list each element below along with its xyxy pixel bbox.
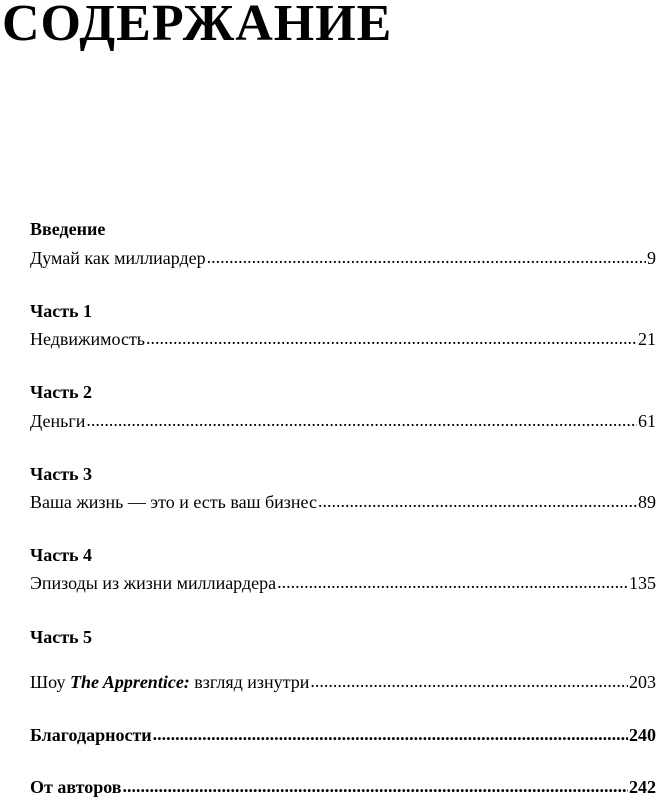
toc-page-number: 240 [629,725,656,745]
label-prefix: Шоу [30,672,66,692]
label-suffix: взгляд изнутри [194,672,310,692]
dot-leader [277,571,628,593]
section-heading-part-1: Часть 1 [30,301,93,321]
toc-entry-intro[interactable] [30,247,656,269]
toc-entry-part-4[interactable] [30,572,656,594]
toc-page-number: 89 [638,492,656,512]
toc-entry-label: Думай как миллиардер [30,248,206,268]
toc-entry-from-authors[interactable] [30,776,656,798]
toc-entry-label: От авторов [30,777,122,797]
dot-leader [146,327,637,349]
dot-leader [123,775,628,797]
toc-page-number: 203 [629,672,656,692]
toc-entry-part-2[interactable] [30,410,656,432]
section-heading-part-4: Часть 4 [30,545,93,565]
section-heading-part-2: Часть 2 [30,382,93,402]
toc-page-number: 242 [629,777,656,797]
dot-leader [153,723,628,745]
section-heading-part-3: Часть 3 [30,464,93,484]
toc-entry-acknowledgements[interactable] [30,724,656,746]
page-title: СОДЕРЖАНИЕ [2,0,393,52]
toc-entry-label [30,671,309,693]
toc-page-number: 61 [638,411,656,431]
toc-page-number: 135 [629,573,656,593]
dot-leader [318,490,637,512]
show-title: The Apprentice: [69,672,190,692]
toc-entry-label: Благодарности [30,725,152,745]
toc-page-number: 9 [647,248,656,268]
toc-entry-label: Недвижимость [30,329,146,349]
toc-page-number: 21 [638,329,656,349]
toc-entry-part-3[interactable] [30,491,656,513]
section-heading-intro: Введение [30,219,106,239]
section-heading-part-5: Часть 5 [30,627,93,647]
toc-entry-label: Эпизоды из жизни миллиардера [30,573,277,593]
dot-leader [207,246,646,268]
toc-entry-part-1[interactable] [30,328,656,350]
toc-entry-part-5[interactable] [30,671,656,693]
dot-leader [86,409,637,431]
toc-entry-label: Деньги [30,411,86,431]
toc-entry-label: Ваша жизнь — это и есть ваш бизнес [30,492,317,512]
dot-leader [310,670,628,692]
